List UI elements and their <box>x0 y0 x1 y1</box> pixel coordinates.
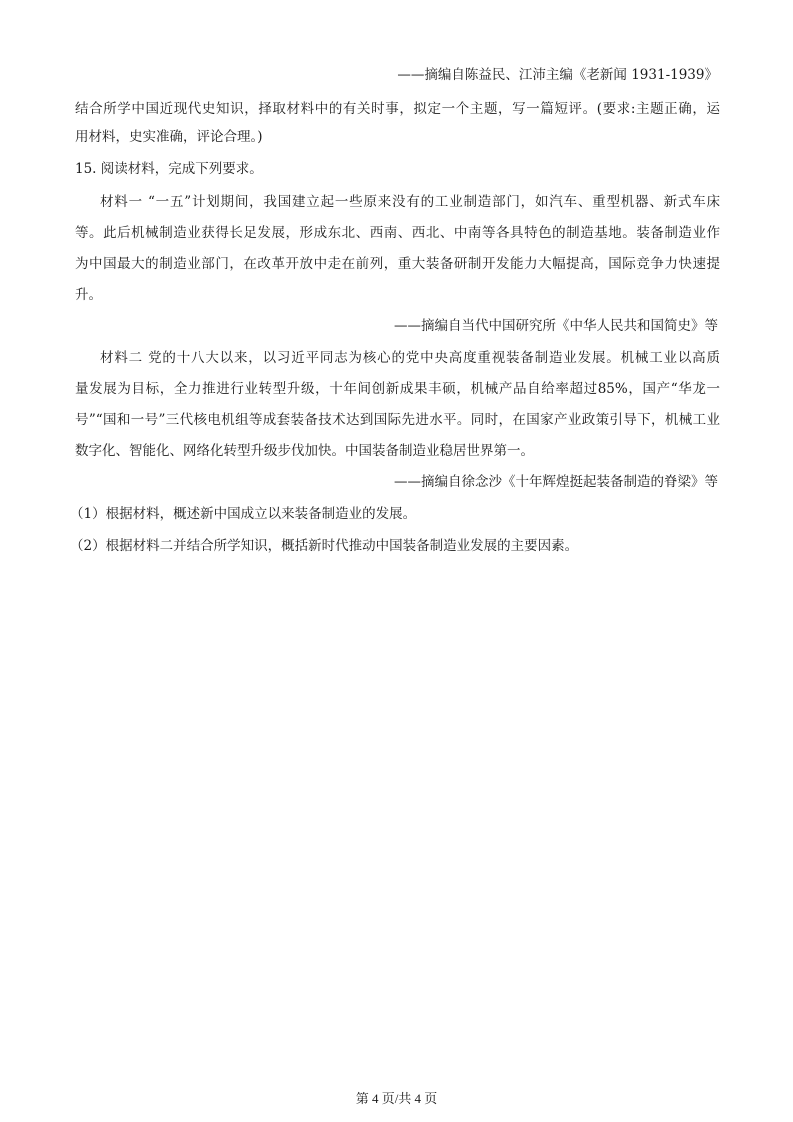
sub-question-1: （1）根据材料，概述新中国成立以来装备制造业的发展。 <box>70 506 417 522</box>
material2-line-3: 号”“国和一号”三代核电机组等成套装备技术达到国际先进水平。同时，在国家产业政策引导下，机械工业 <box>75 412 720 428</box>
material1-line-4: 升。 <box>75 287 102 303</box>
material2-line-2: 量发展为目标，全力推进行业转型升级，十年间创新成果丰硕，机械产品自给率超过85%，国产“华龙一 <box>75 381 720 397</box>
prev-instruction-line-2: 用材料，史实准确，评论合理。) <box>75 129 263 145</box>
material1-line-1: 材料一 “一五”计划期间，我国建立起一些原来没有的工业制造部门，如汽车、重型机器、新式车床 <box>100 194 720 210</box>
material2-line-4: 数字化、智能化、网络化转型升级步伐加快。中国装备制造业稳居世界第一。 <box>75 443 534 459</box>
material2-source: ——摘编自徐念沙《十年辉煌挺起装备制造的脊梁》等 <box>394 474 718 490</box>
material1-line-3: 为中国最大的制造业部门，在改革开放中走在前列，重大装备研制开发能力大幅提高，国际竞争力快速提 <box>75 256 720 272</box>
page-number-footer: 第 4 页/共 4 页 <box>355 1091 438 1106</box>
prev-instruction-line-1: 结合所学中国近现代史知识，择取材料中的有关时事，拟定一个主题，写一篇短评。(要求:主题正确，运 <box>75 101 720 117</box>
material1-source: ——摘编自当代中国研究所《中华人民共和国简史》等 <box>394 318 718 334</box>
sub-question-2: （2）根据材料二并结合所学知识，概括新时代推动中国装备制造业发展的主要因素。 <box>70 538 579 554</box>
material2-line-1: 材料二 党的十八大以来，以习近平同志为核心的党中央高度重视装备制造业发展。机械工业以高质 <box>100 350 720 366</box>
question-15-heading: 15. 阅读材料，完成下列要求。 <box>75 161 263 177</box>
prev-source-citation: ——摘编自陈益民、江沛主编《老新闻 1931-1939》 <box>397 67 718 83</box>
material1-line-2: 等。此后机械制造业获得长足发展，形成东北、西南、西北、中南等各具特色的制造基地。装备制造业作 <box>75 225 720 241</box>
